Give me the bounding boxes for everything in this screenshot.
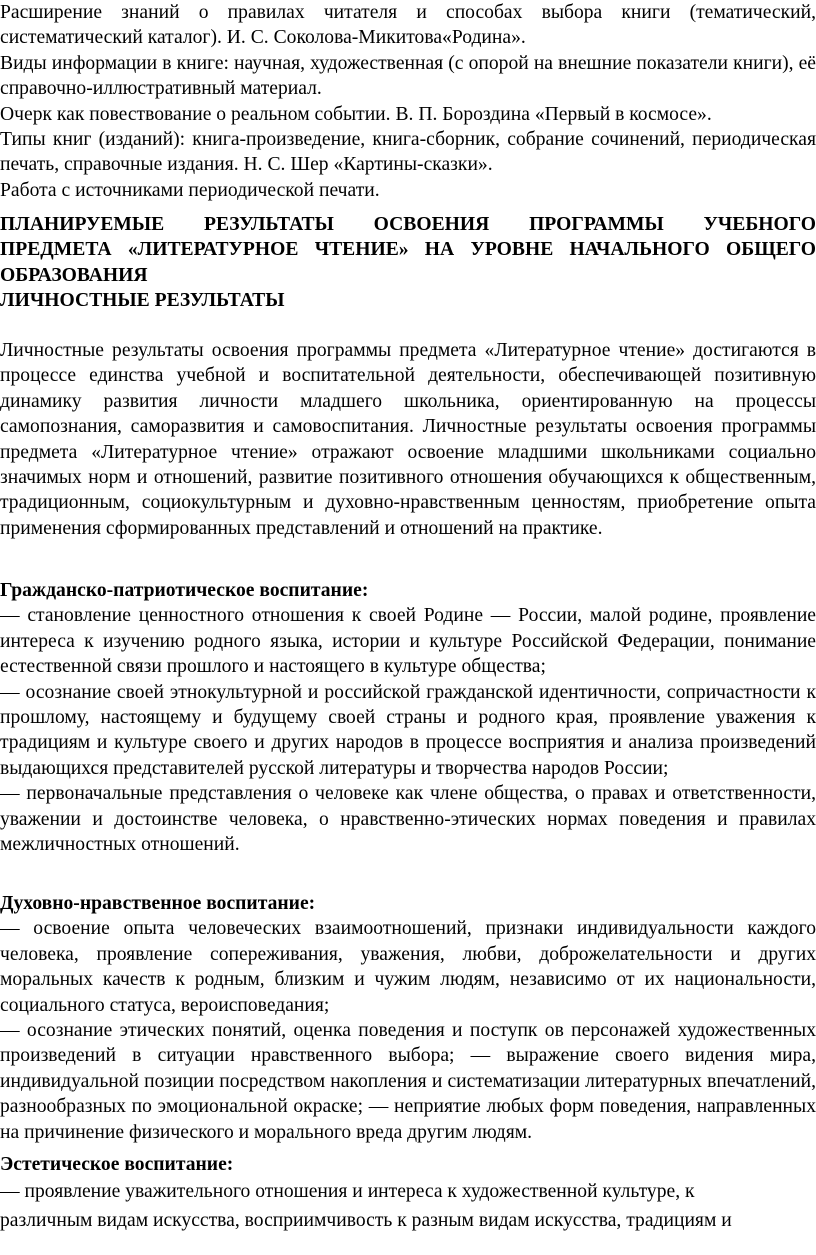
intro-section (0, 0, 816, 203)
personal-results-section (0, 338, 816, 541)
moral-section (0, 891, 816, 1145)
aesthetic-section (0, 1152, 816, 1235)
civic-item-2: — осознание своей этнокультурной и российской гражданской идентичности, сопричастности к прошлому, настоящему и будущему своей страны и родного края, проявление уважения к традициям и культуре своего и других народов в процессе восприятия и анализа произведений выдающихся представителей русской литературы и творчества народов России; (0, 681, 816, 779)
moral-title: Духовно-нравственное воспитание: (0, 893, 316, 914)
intro-paragraph-3: Очерк как повествование о реальном событии. В. П. Бороздина «Первый в космосе». (0, 103, 712, 125)
aesthetic-line-2: различным видам искусства, восприимчивость к разным видам искусства, традициям и (0, 1210, 732, 1232)
aesthetic-title: Эстетическое воспитание: (0, 1154, 234, 1175)
intro-paragraph-5: Работа с источниками периодической печати. (0, 179, 380, 201)
moral-item-2: — осознание этических понятий, оценка поведения и поступк ов персонажей художественных произведений в ситуации нравственного выбора; — выражение своего видения мира, индивидуальной позиции посредством накопления и систематизации литературных впечатлений, разнообразных по эмоциональной окраске; — неприятие любых форм поведения, направленных на причинение физического и морального вреда другим людям. (0, 1020, 816, 1143)
intro-paragraph-1: Расширение знаний о правилах читателя и способах выбора книги (тематический, систематический каталог). И. С. Соколова-Микитова«Родина». (0, 2, 816, 49)
civic-section (0, 578, 816, 857)
aesthetic-line-1: — проявление уважительного отношения и интереса к художественной культуре, к (0, 1181, 695, 1203)
heading-line-1: ПЛАНИРУЕМЫЕ РЕЗУЛЬТАТЫ ОСВОЕНИЯ ПРОГРАММЫ УЧЕБНОГО (0, 214, 816, 235)
civic-item-1: — становление ценностного отношения к своей Родине — России, малой родине, проявление интереса к изучению родного языка, истории и культуре Российской Федерации, понимание естественной связи прошлого и настоящего в культуре общества; (0, 605, 816, 678)
results-heading (0, 212, 816, 314)
heading-line-3: ОБРАЗОВАНИЯ (0, 264, 148, 286)
heading-line-2: ПРЕДМЕТА «ЛИТЕРАТУРНОЕ ЧТЕНИЕ» НА УРОВНЕ НАЧАЛЬНОГО ОБЩЕГО (0, 239, 816, 261)
intro-paragraph-4: Типы книг (изданий): книга-произведение, книга-сборник, собрание сочинений, периодическая печать, справочные издания. Н. С. Шер «Картины-сказки». (0, 129, 816, 176)
personal-results-paragraph: Личностные результаты освоения программы предмета «Литературное чтение» достигаются в процессе единства учебной и воспитательной деятельности, обеспечивающей позитивную динамику развития личности младшего школьника, ориентированную на процессы самопознания, саморазвития и самовоспитания. Личностные результаты освоения программы предмета «Литературное чтение» отражают освоение младшими школьниками социально значимых норм и отношений, развитие позитивного отношения обучающихся к общественным, традиционным, социокультурным и духовно-нравственным ценностям, приобретение опыта применения сформированных представлений и отношений на практике. (0, 340, 816, 539)
civic-title: Гражданско-патриотическое воспитание: (0, 580, 369, 601)
intro-paragraph-2: Виды информации в книге: научная, художественная (с опорой на внешние показатели книги), её справочно-иллюстративный материал. (0, 52, 816, 100)
moral-item-1: — освоение опыта человеческих взаимоотношений, признаки индивидуальности каждого человека, проявление сопереживания, уважения, любви, доброжелательности и других моральных качеств к родным, близким и чужим людям, независимо от их национальности, социального статуса, вероисповедания; (0, 918, 816, 1016)
section-subtitle: ЛИЧНОСТНЫЕ РЕЗУЛЬТАТЫ (0, 290, 285, 312)
civic-item-3: — первоначальные представления о человеке как члене общества, о правах и ответственности, уважении и достоинстве человека, о нравственно-этических нормах поведения и правилах межличностных отношений. (0, 783, 816, 856)
